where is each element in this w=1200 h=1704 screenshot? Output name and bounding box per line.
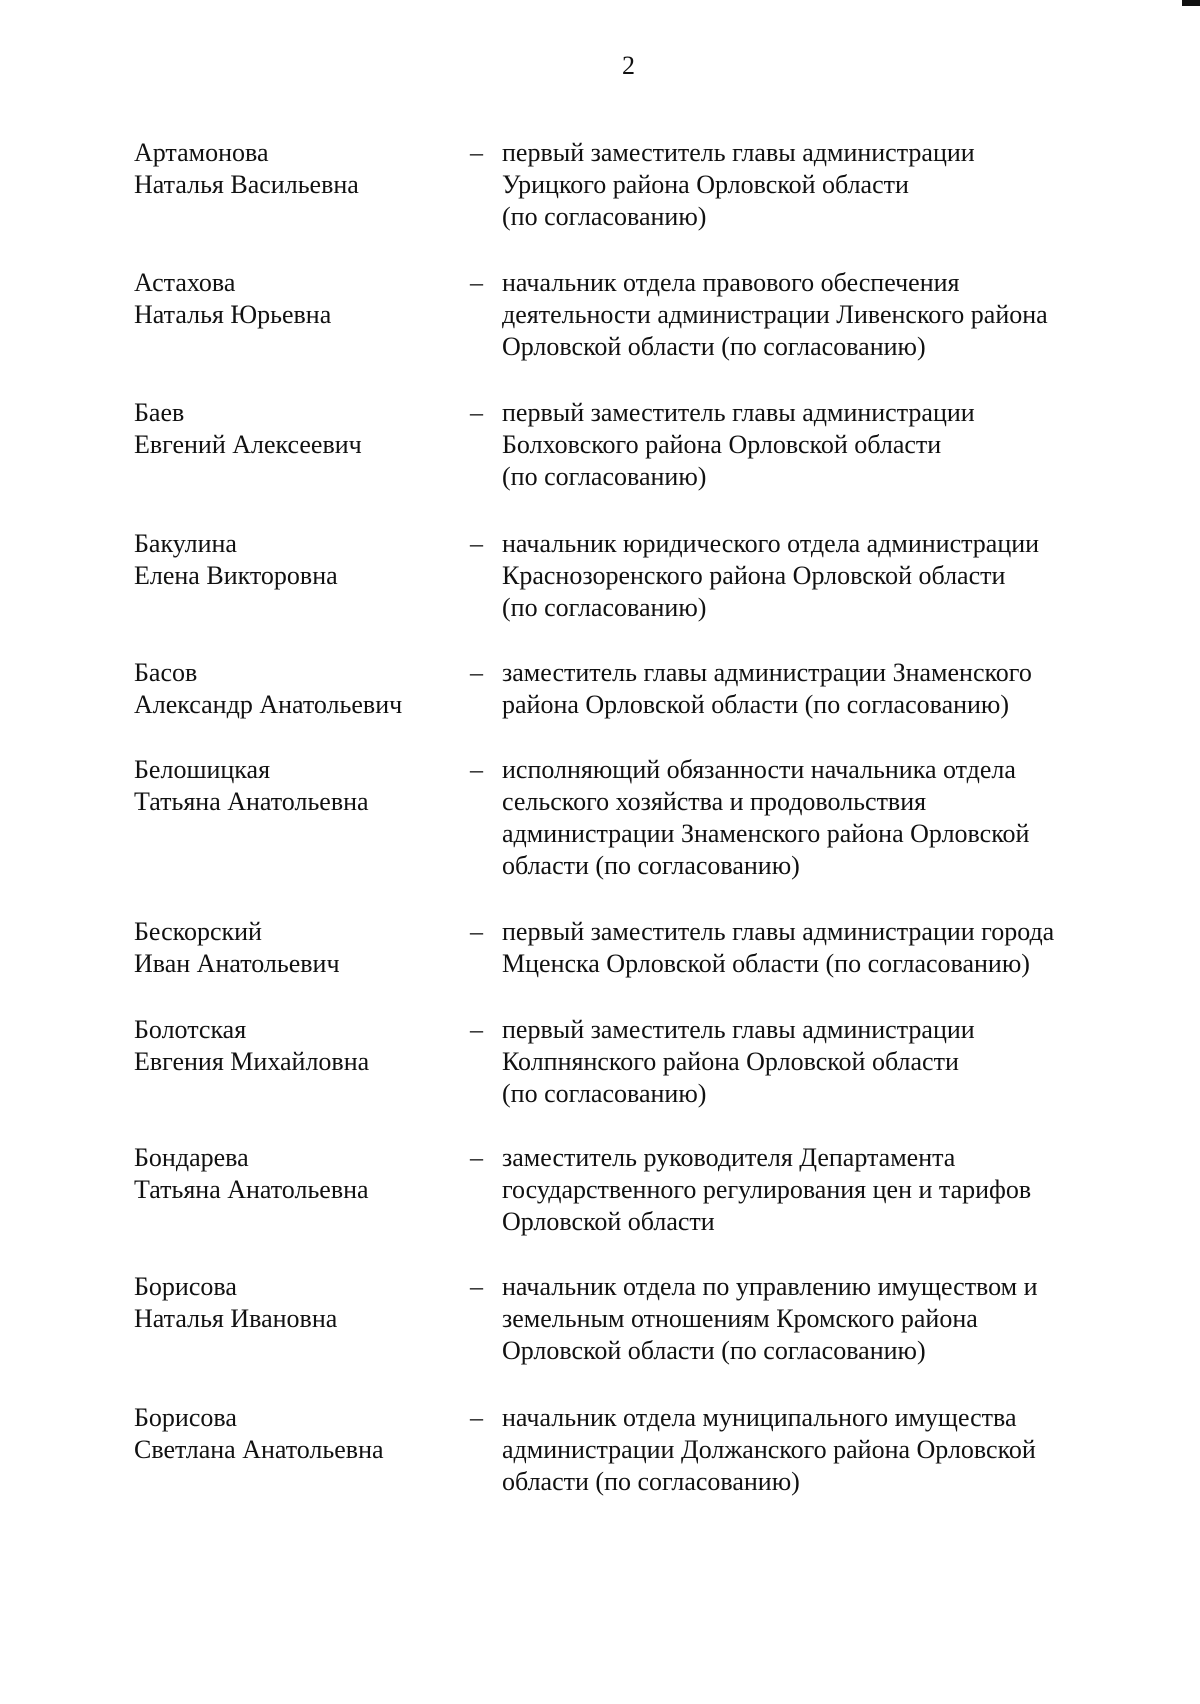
- description-line: района Орловской области (по согласованию): [502, 690, 1010, 719]
- dash: –: [470, 1143, 483, 1172]
- position-description: [502, 657, 1122, 721]
- description-line: заместитель главы администрации Знаменского: [502, 658, 1032, 687]
- description-line: (по согласованию): [502, 202, 707, 231]
- description-line: государственного регулирования цен и тарифов: [502, 1175, 1032, 1204]
- description-line: сельского хозяйства и продовольствия: [502, 787, 927, 816]
- person-name: [134, 754, 454, 818]
- position-description: [502, 754, 1122, 882]
- person-name: [134, 137, 454, 201]
- surname: Бакулина: [134, 529, 237, 558]
- person-name: [134, 1402, 454, 1466]
- surname: Борисова: [134, 1272, 237, 1301]
- person-name: [134, 916, 454, 980]
- description-line: начальник отдела правового обеспечения: [502, 268, 960, 297]
- description-line: области (по согласованию): [502, 851, 800, 880]
- surname: Астахова: [134, 268, 236, 297]
- description-line: деятельности администрации Ливенского района: [502, 300, 1048, 329]
- given-names: Татьяна Анатольевна: [134, 787, 369, 816]
- surname: Бескорский: [134, 917, 262, 946]
- description-line: первый заместитель главы администрации: [502, 138, 975, 167]
- description-line: Орловской области: [502, 1207, 715, 1236]
- description-line: (по согласованию): [502, 1079, 707, 1108]
- scan-mark: [1182, 0, 1200, 6]
- description-line: начальник юридического отдела администрации: [502, 529, 1040, 558]
- given-names: Елена Викторовна: [134, 561, 338, 590]
- surname: Болотская: [134, 1015, 247, 1044]
- dash: –: [470, 658, 483, 687]
- surname: Бондарева: [134, 1143, 249, 1172]
- person-name: [134, 1142, 454, 1206]
- page-number: 2: [622, 51, 635, 80]
- person-name: [134, 657, 454, 721]
- description-line: заместитель руководителя Департамента: [502, 1143, 956, 1172]
- position-description: [502, 397, 1122, 493]
- surname: Артамонова: [134, 138, 269, 167]
- given-names: Евгения Михайловна: [134, 1047, 370, 1076]
- position-description: [502, 1271, 1122, 1367]
- description-line: области (по согласованию): [502, 1467, 800, 1496]
- description-line: Колпнянского района Орловской области: [502, 1047, 959, 1076]
- description-line: администрации Должанского района Орловской: [502, 1435, 1036, 1464]
- dash: –: [470, 755, 483, 784]
- dash: –: [470, 529, 483, 558]
- given-names: Наталья Ивановна: [134, 1304, 338, 1333]
- given-names: Светлана Анатольевна: [134, 1435, 384, 1464]
- description-line: администрации Знаменского района Орловской: [502, 819, 1030, 848]
- description-line: первый заместитель главы администрации: [502, 398, 975, 427]
- surname: Белошицкая: [134, 755, 271, 784]
- position-description: [502, 1142, 1122, 1238]
- given-names: Иван Анатольевич: [134, 949, 340, 978]
- surname: Борисова: [134, 1403, 237, 1432]
- description-line: Болховского района Орловской области: [502, 430, 942, 459]
- person-name: [134, 1271, 454, 1335]
- given-names: Александр Анатольевич: [134, 690, 403, 719]
- person-name: [134, 528, 454, 592]
- description-line: Мценска Орловской области (по согласованию): [502, 949, 1030, 978]
- given-names: Татьяна Анатольевна: [134, 1175, 369, 1204]
- position-description: [502, 916, 1122, 980]
- description-line: Орловской области (по согласованию): [502, 1336, 926, 1365]
- description-line: (по согласованию): [502, 593, 707, 622]
- position-description: [502, 1402, 1122, 1498]
- description-line: Урицкого района Орловской области: [502, 170, 909, 199]
- surname: Басов: [134, 658, 198, 687]
- given-names: Евгений Алексеевич: [134, 430, 362, 459]
- dash: –: [470, 268, 483, 297]
- dash: –: [470, 398, 483, 427]
- description-line: Орловской области (по согласованию): [502, 332, 926, 361]
- surname: Баев: [134, 398, 185, 427]
- position-description: [502, 137, 1122, 233]
- person-name: [134, 267, 454, 331]
- dash: –: [470, 1015, 483, 1044]
- position-description: [502, 528, 1122, 624]
- description-line: начальник отдела по управлению имуществом и: [502, 1272, 1038, 1301]
- position-description: [502, 267, 1122, 363]
- dash: –: [470, 138, 483, 167]
- given-names: Наталья Юрьевна: [134, 300, 332, 329]
- dash: –: [470, 1272, 483, 1301]
- description-line: первый заместитель главы администрации: [502, 1015, 975, 1044]
- description-line: исполняющий обязанности начальника отдела: [502, 755, 1016, 784]
- description-line: Краснозоренского района Орловской области: [502, 561, 1006, 590]
- description-line: начальник отдела муниципального имущества: [502, 1403, 1017, 1432]
- person-name: [134, 397, 454, 461]
- person-name: [134, 1014, 454, 1078]
- dash: –: [470, 1403, 483, 1432]
- given-names: Наталья Васильевна: [134, 170, 359, 199]
- description-line: земельным отношениям Кромского района: [502, 1304, 978, 1333]
- description-line: первый заместитель главы администрации города: [502, 917, 1055, 946]
- position-description: [502, 1014, 1122, 1110]
- dash: –: [470, 917, 483, 946]
- description-line: (по согласованию): [502, 462, 707, 491]
